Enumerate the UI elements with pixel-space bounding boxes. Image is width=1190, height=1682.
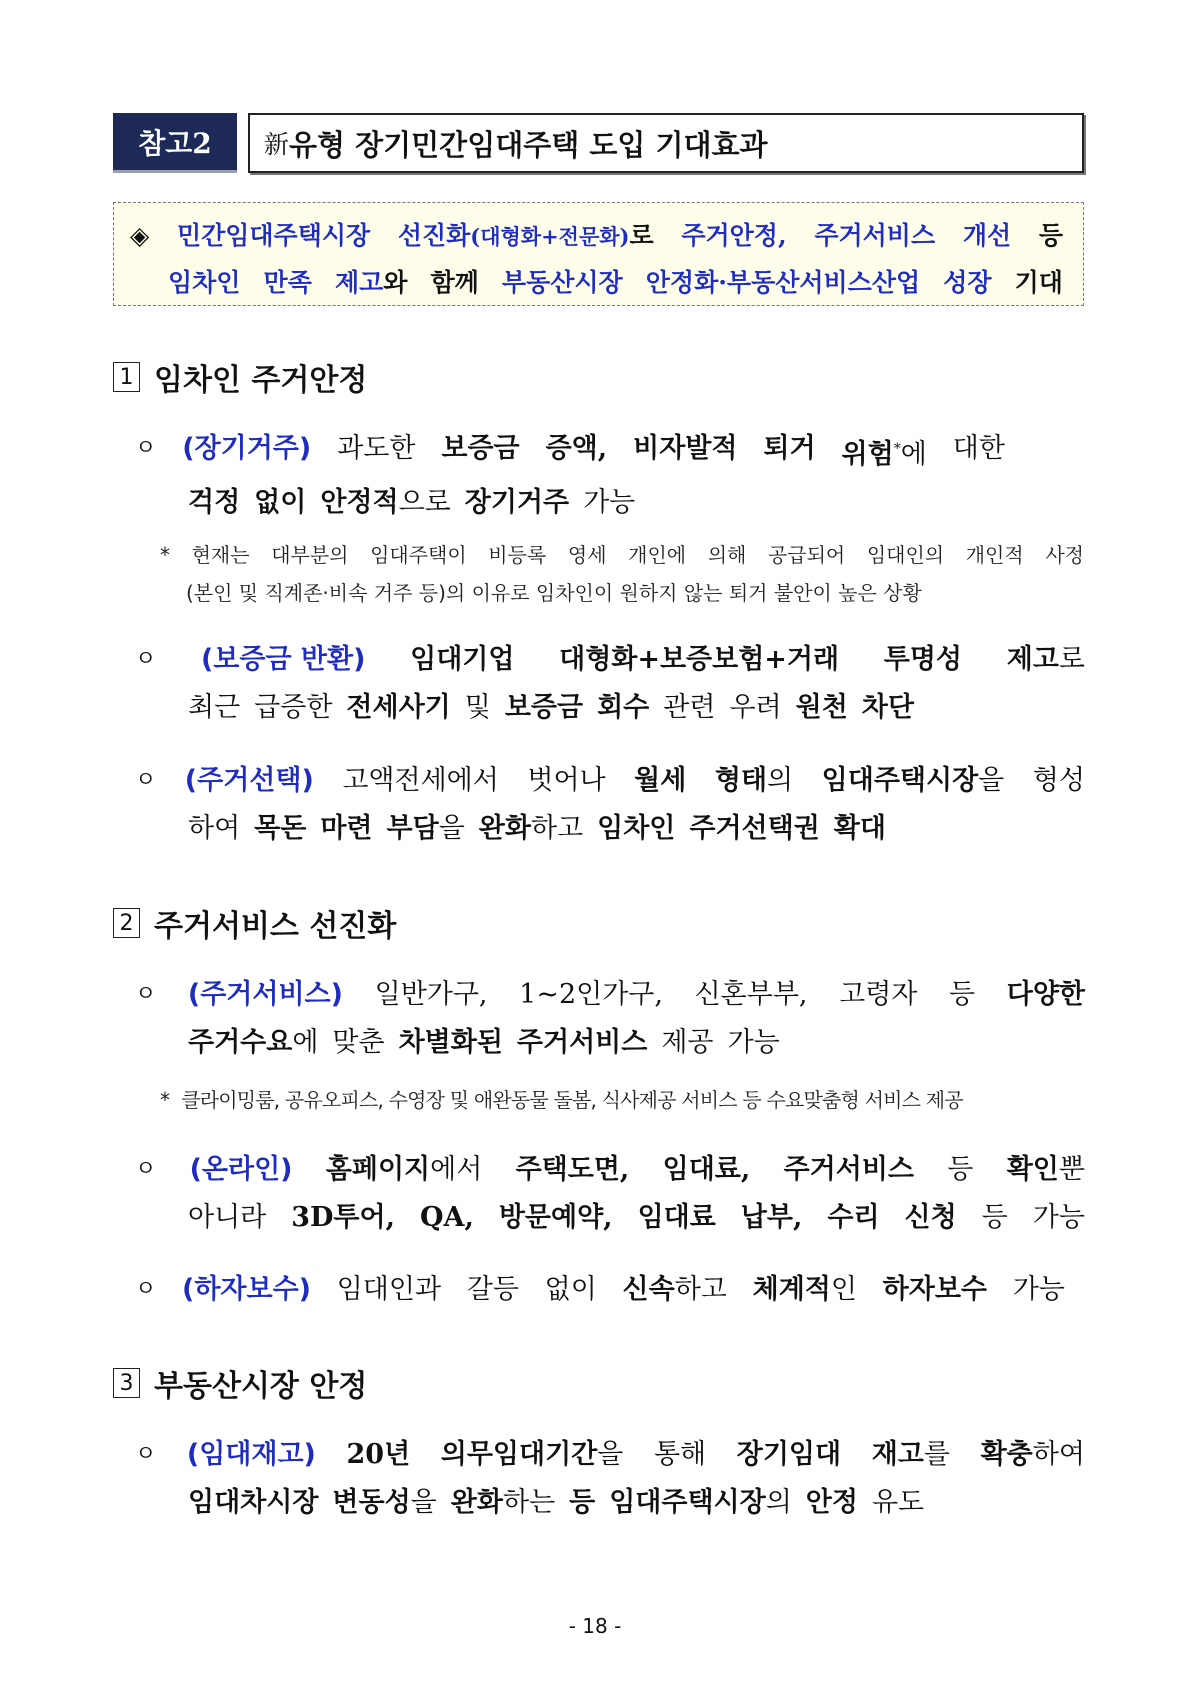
summary-word: 개선 xyxy=(962,221,1012,250)
section-heading-1 xyxy=(113,355,367,399)
summary-word: 성장 xyxy=(943,268,992,297)
summary-word: 민간임대주택시장 xyxy=(176,221,371,250)
bullet-icon: ㅇ xyxy=(135,436,157,461)
bullet-icon: ㅇ xyxy=(135,1442,157,1467)
footnote-2: * 클라이밍룸, 공유오피스, 수영장 및 애완동물 돌봄, 식사제공 서비스 등 수요맞춤형 서비스 제공 xyxy=(160,1088,963,1112)
bullet-online: ㅇ (온라인) 홈페이지에서 주택도면, 임대료, 주거서비스 등 확인뿐 아니라 3D투어, QA, 방문예약, 임대료 납부, 수리 신청 등 가능 xyxy=(135,1146,1085,1242)
bullet-label: (주거서비스) xyxy=(187,979,343,1010)
section-title: 부동산시장 안정 xyxy=(154,1369,368,1404)
bullet-label: (보증금 반환) xyxy=(200,644,366,675)
reference-tag: 참고2 xyxy=(113,113,237,173)
bullet-housing-service: ㅇ (주거서비스) 일반가구, 1~2인가구, 신혼부부, 고령자 등 다양한 주거수요에 맞춘 차별화된 주거서비스 제공 가능 xyxy=(135,971,1085,1067)
bullet-long-term-residence: ㅇ (장기거주) 과도한 보증금 증액, 비자발적 퇴거 위험*에 대한 걱정 없이 안정적으로 장기거주 가능 xyxy=(135,425,1085,527)
bullet-deposit-return: ㅇ (보증금 반환) 임대기업 대형화+보증보험+거래 투명성 제고로 최근 급증한 전세사기 및 보증금 회수 관련 우려 원천 차단 xyxy=(135,636,1085,732)
title-text: 유형 장기민간임대주택 도입 기대효과 xyxy=(289,127,768,162)
summary-word: 안정화·부동산서비스산업 xyxy=(645,268,921,297)
bullet-label: (하자보수) xyxy=(181,1274,311,1305)
summary-box xyxy=(113,202,1084,306)
title-mark: 新 xyxy=(264,130,290,159)
summary-word: 기대 xyxy=(1014,268,1063,297)
bullet-rental-stock: ㅇ (임대재고) 20년 의무임대기간을 통해 장기임대 재고를 확충하여 임대차시장 변동성을 완화하는 등 임대주택시장의 안정 유도 xyxy=(135,1431,1085,1527)
section-heading-3 xyxy=(113,1361,367,1405)
bullet-housing-choice: ㅇ (주거선택) 고액전세에서 벗어나 월세 형태의 임대주택시장을 형성 하여 목돈 마련 부담을 완화하고 임차인 주거선택권 확대 xyxy=(135,757,1085,853)
bullet-label: (주거선택) xyxy=(184,765,314,796)
summary-line-1 xyxy=(130,213,1063,260)
bullet-label: (임대재고) xyxy=(186,1439,316,1470)
bullet-icon: ㅇ xyxy=(135,1157,157,1182)
summary-word: 함께 xyxy=(430,268,479,297)
section-title: 임차인 주거안정 xyxy=(154,363,368,398)
section-number: 3 xyxy=(113,1368,140,1398)
bullet-defect-repair: ㅇ (하자보수) 임대인과 갈등 없이 신속하고 체계적인 하자보수 가능 xyxy=(135,1266,1085,1314)
page-title xyxy=(248,113,1084,173)
bullet-label: (장기거주) xyxy=(182,433,312,464)
bullet-icon: ㅇ xyxy=(135,647,157,672)
summary-line-2 xyxy=(130,260,1063,306)
summary-word: 선진화(대형화+전문화)로 xyxy=(397,221,654,250)
section-title: 주거서비스 선진화 xyxy=(154,909,397,944)
summary-word: 부동산시장 xyxy=(501,268,623,297)
bullet-label: (온라인) xyxy=(189,1154,293,1185)
summary-word: 제고와 xyxy=(334,268,408,297)
diamond-icon: ◈ xyxy=(130,221,150,250)
section-number: 2 xyxy=(113,908,140,938)
summary-word: 만족 xyxy=(263,268,312,297)
page-number: - 18 - xyxy=(568,1614,622,1638)
section-heading-2 xyxy=(113,901,396,945)
summary-word: 등 xyxy=(1038,221,1063,250)
bullet-icon: ㅇ xyxy=(135,982,157,1007)
summary-word: 주거서비스 xyxy=(814,221,936,250)
bullet-icon: ㅇ xyxy=(135,768,157,793)
footnote-1: * 현재는 대부분의 임대주택이 비등록 영세 개인에 의해 공급되어 임대인의 개인적 사정 (본인 및 직계존·비속 거주 등)의 이유로 임차인이 원하지 않는 퇴거 불안이 높은 상황 xyxy=(160,543,1084,605)
summary-word: 주거안정, xyxy=(681,221,787,250)
section-number: 1 xyxy=(113,362,140,392)
summary-word: 임차인 xyxy=(168,268,241,297)
bullet-icon: ㅇ xyxy=(135,1277,157,1302)
